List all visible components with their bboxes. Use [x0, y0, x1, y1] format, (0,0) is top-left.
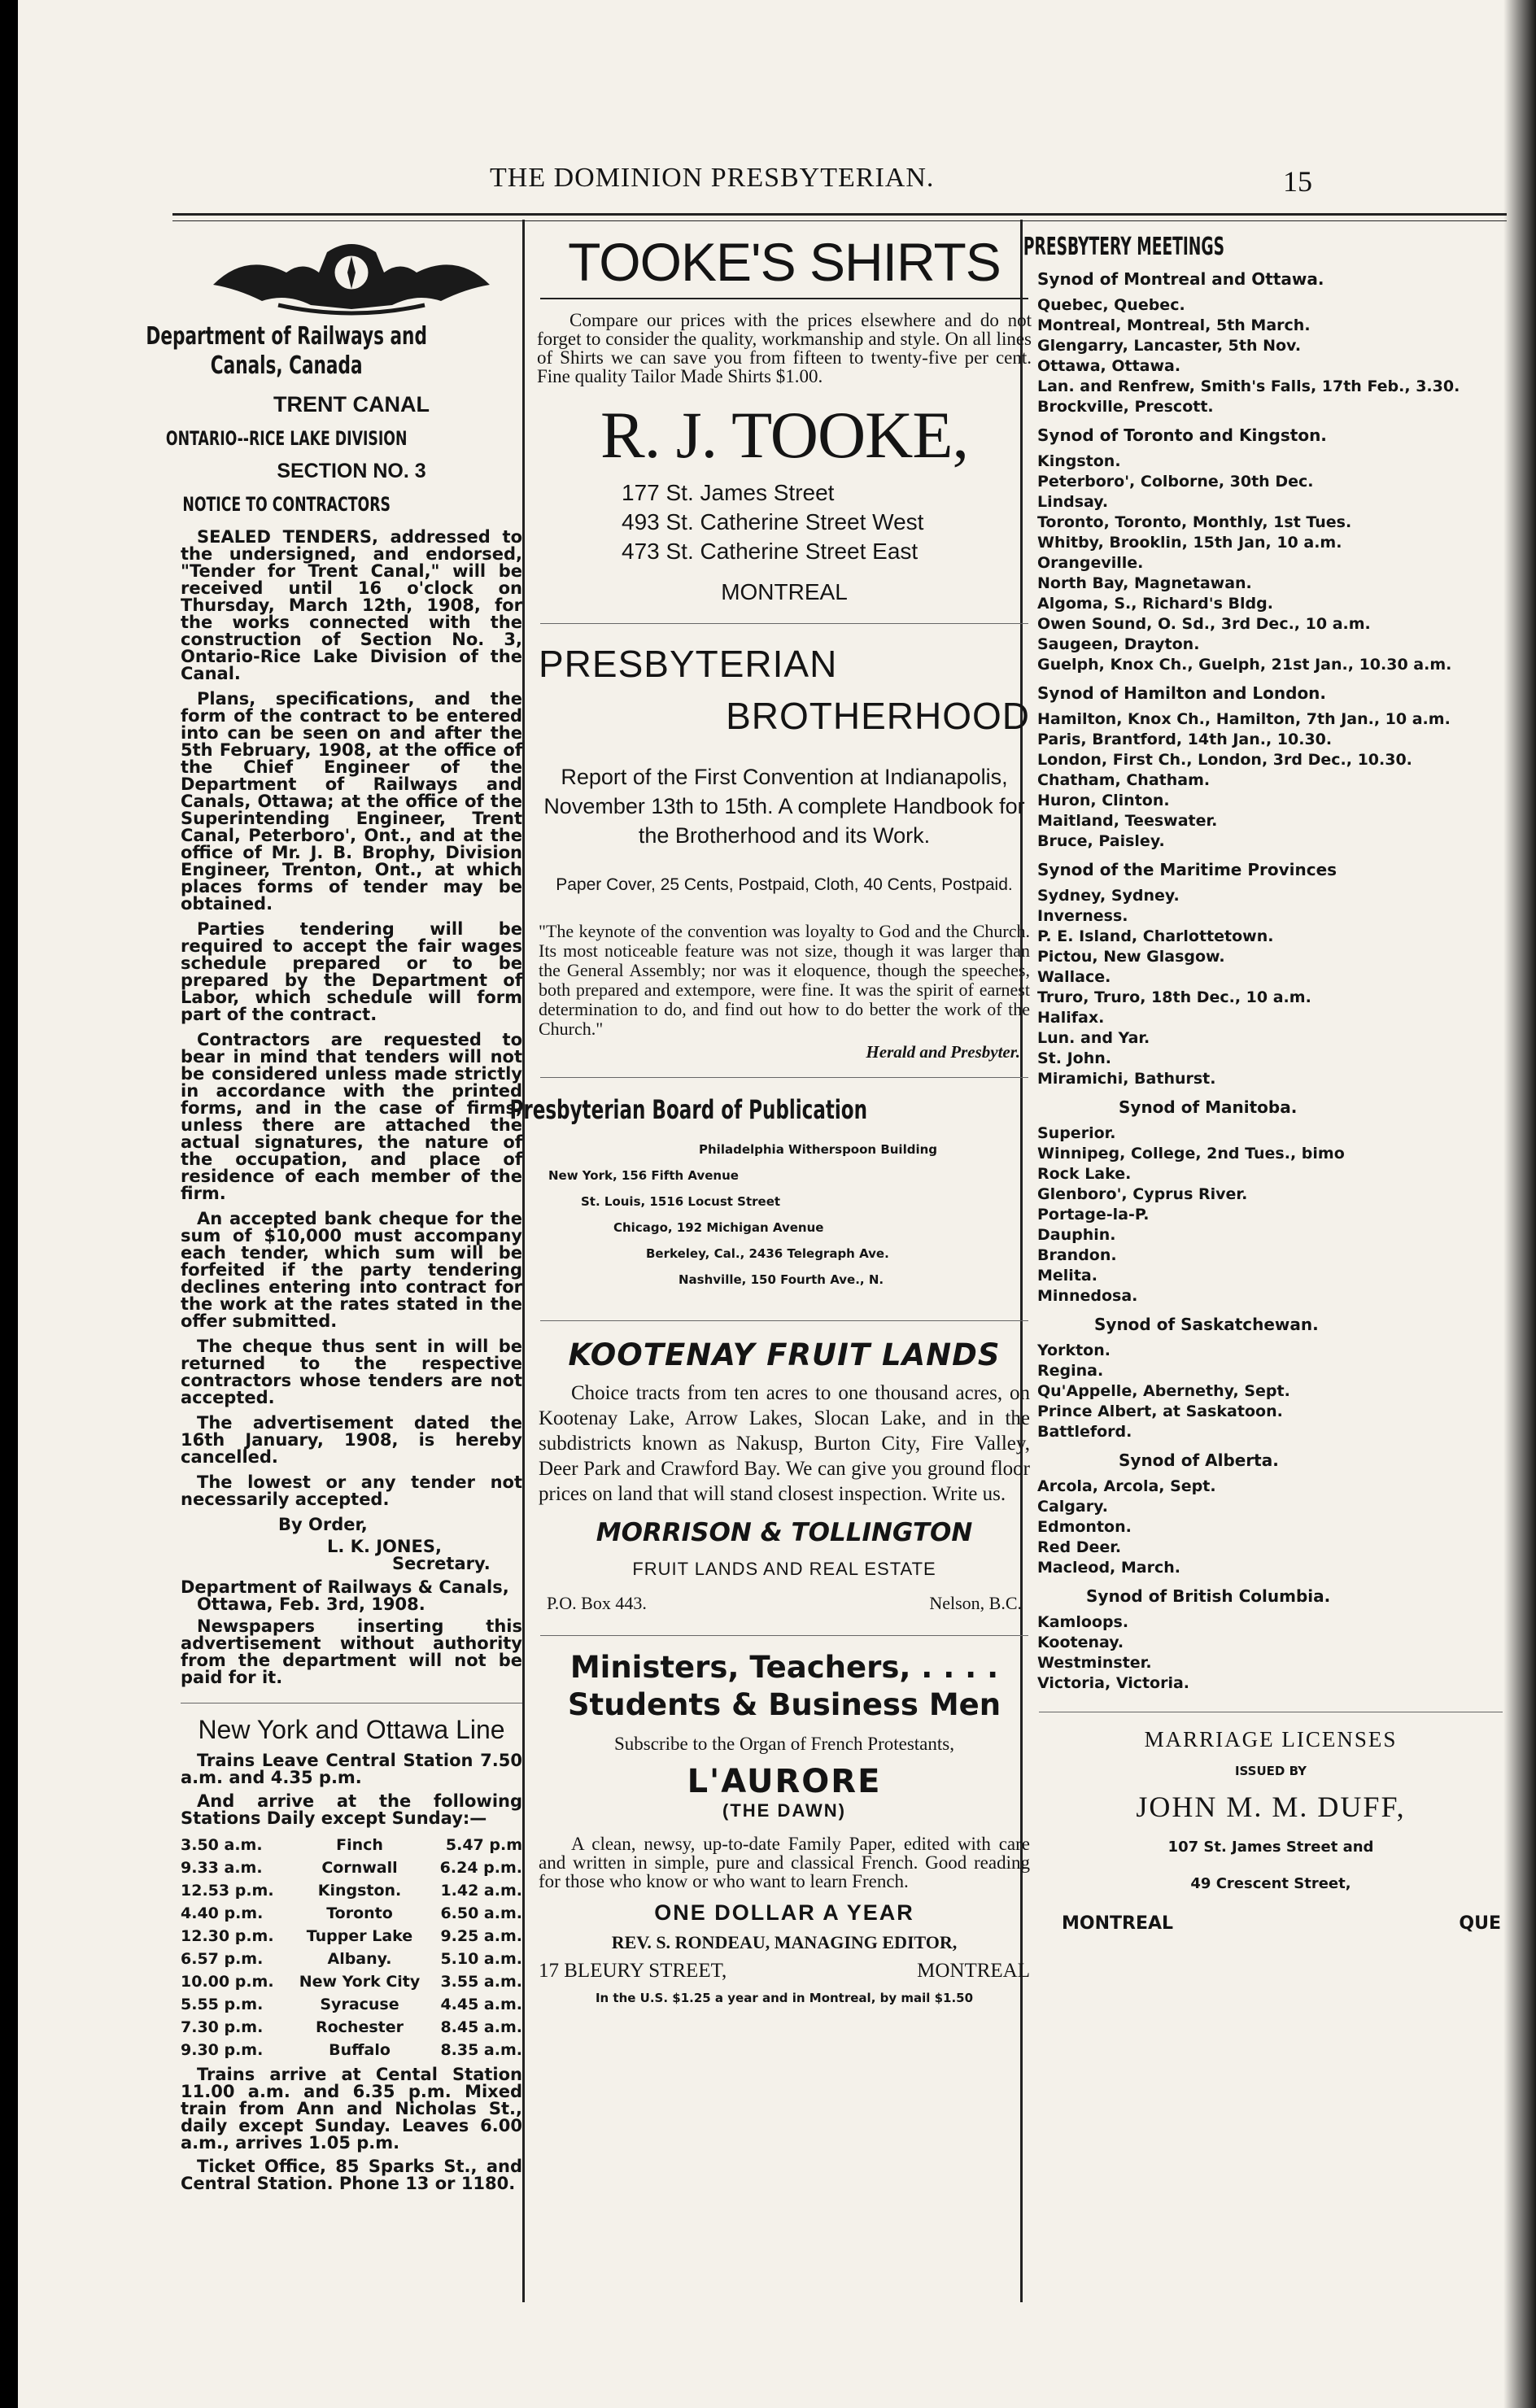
the-dawn: (THE DAWN) [722, 1800, 846, 1821]
one-dollar: ONE DOLLAR A YEAR [654, 1900, 914, 1925]
laurore-description: A clean, newsy, up-to-date Family Paper, edited with care and written in simple, pure and classical French. Good reading for those who know or who want to learn French. [539, 1834, 1030, 1891]
train-row: 12.53 p.m. Kingston. 1.42 a.m. [181, 1882, 522, 1900]
paragraph: Parties tendering will be required to accept the fair wages schedule prepared or to be prepared by the Department of Labor, which schedule will form part of the contract. [181, 919, 522, 1024]
meeting-entry: Chatham, Chatham. [1037, 771, 1211, 789]
trains-arrive: Trains arrive at Cental Station 11.00 a.m. and 6.35 p.m. Mixed train from Ann and Nicholas St., daily except Sunday. Leaves 6.00 a.m., arrives 1.05 p.m. [181, 2065, 522, 2153]
meeting-entry: Minnedosa. [1037, 1287, 1138, 1305]
meeting-entry: Portage-la-P. [1037, 1206, 1150, 1224]
meeting-entry: Dauphin. [1037, 1226, 1116, 1244]
meeting-entry: Wallace. [1037, 968, 1111, 986]
column-advertisements [509, 221, 1036, 2005]
marriage-licenses-title: MARRIAGE LICENSES [1144, 1727, 1398, 1751]
meeting-entry: Sydney, Sydney. [1037, 887, 1180, 905]
meeting-entry: Owen Sound, O. Sd., 3rd Dec., 10 a.m. [1037, 615, 1371, 633]
meeting-entry: Kootenay. [1037, 1634, 1124, 1651]
train-row: 9.33 a.m. Cornwall 6.24 p.m. [181, 1859, 522, 1877]
meeting-entry: Paris, Brantford, 14th Jan., 10.30. [1037, 731, 1333, 748]
meeting-entry: Halifax. [1037, 1009, 1105, 1027]
meeting-entry: Lindsay. [1037, 493, 1109, 511]
meeting-entry: Brandon. [1037, 1246, 1117, 1264]
kootenay-description: Choice tracts from ten acres to one thousand acres, on Kootenay Lake, Arrow Lakes, Slocan Lake, and in the subdistricts known as Nakusp, Burton City, Fire Valley, Deer Park and Crawford Bay. We can give you ground floor prices on land that will stand closest inspection. Write us. [539, 1382, 1030, 1505]
synod-heading: Synod of Manitoba. [1119, 1097, 1298, 1117]
editor-line: REV. S. RONDEAU, MANAGING EDITOR, [611, 1932, 958, 1952]
synod-heading: Synod of Montreal and Ottawa. [1037, 269, 1324, 289]
meeting-entry: Westminster. [1037, 1654, 1152, 1672]
bleury-city: MONTREAL [917, 1960, 1030, 1982]
tooke-city: MONTREAL [721, 579, 848, 604]
meeting-entry: Bruce, Paisley. [1037, 832, 1165, 850]
meeting-entry: Montreal, Montreal, 5th March. [1037, 316, 1311, 334]
ticket-office: Ticket Office, 85 Sparks St., and Central Station. Phone 13 or 1180. [181, 2157, 522, 2193]
meeting-entry: Lan. and Renfrew, Smith's Falls, 17th Feb., 3.30. [1037, 377, 1460, 395]
synod-heading: Synod of British Columbia. [1086, 1586, 1331, 1606]
paragraph: Contractors are requested to bear in mind that tenders will not be considered unless made strictly in accordance with the printed forms, and in the case of firms, unless there are attached the actual signatures, the nature of the occupation, and place of residence of each member of the firm. [181, 1030, 522, 1203]
meeting-entry: Glenboro', Cyprus River. [1037, 1185, 1248, 1203]
brotherhood-price: Paper Cover, 25 Cents, Postpaid, Cloth, 40 Cents, Postpaid. [556, 875, 1013, 894]
board-line: Nashville, 150 Fourth Ave., N. [679, 1272, 884, 1287]
presbytery-title: PRESBYTERY MEETINGS [1023, 233, 1225, 261]
division-name: ONTARIO--RICE LAKE DIVISION [166, 427, 408, 450]
meeting-entry: P. E. Island, Charlottetown. [1037, 927, 1274, 945]
meeting-entry: Edmonton. [1037, 1518, 1132, 1536]
paragraph: Plans, specifications, and the form of the contract to be entered into can be seen on and after the 5th February, 1908, at the office of the Chief Engineer of the Department of Railways and Canals, Ottawa; at the office of the Superintending Engineer, Trent Canal, Peterboro', Ont., and at the office of Mr. J. B. Brophy, Division Engineer, Trenton, Ont., at which places forms of tender may be obtained. [181, 689, 522, 914]
trains-leave: Trains Leave Central Station 7.50 a.m. and 4.35 p.m. [181, 1751, 522, 1787]
paragraph: The cheque thus sent in will be returned to the respective contractors whose tenders are not accepted. [181, 1337, 522, 1407]
tooke-name: R. J. TOOKE, [600, 398, 968, 472]
board-title: Presbyterian Board of Publication [509, 1094, 868, 1125]
meeting-entry: Yorkton. [1037, 1341, 1111, 1359]
brotherhood-title-1: PRESBYTERIAN [539, 643, 838, 685]
meeting-entry: Arcola, Arcola, Sept. [1037, 1477, 1216, 1495]
dept-title: Department of Railways and Canals, Canada [146, 322, 428, 380]
meeting-entry: Qu'Appelle, Abernethy, Sept. [1037, 1382, 1290, 1400]
meeting-entry: Truro, Truro, 18th Dec., 10 a.m. [1037, 988, 1311, 1006]
section-number: SECTION NO. 3 [277, 460, 426, 482]
meeting-entry: Guelph, Knox Ch., Guelph, 21st Jan., 10.30 a.m. [1037, 656, 1452, 674]
train-row: 4.40 p.m. Toronto 6.50 a.m. [181, 1904, 522, 1922]
meeting-entry: Orangeville. [1037, 554, 1144, 572]
quote-source: Herald and Presbyter. [866, 1042, 1020, 1062]
meeting-entry: Pictou, New Glasgow. [1037, 948, 1225, 966]
tooke-shirts-title: TOOKE'S SHIRTS [568, 232, 1001, 292]
title-underline [540, 298, 1028, 299]
meeting-entry: Kamloops. [1037, 1613, 1129, 1631]
meeting-entry: Macleod, March. [1037, 1559, 1180, 1577]
meeting-entry: Red Deer. [1037, 1538, 1122, 1556]
po-box: P.O. Box 443. [547, 1593, 647, 1613]
train-row: 10.00 p.m. New York City 3.55 a.m. [181, 1973, 522, 1991]
meeting-entry: Maitland, Teeswater. [1037, 812, 1218, 830]
coat-of-arms-icon [197, 228, 506, 317]
meeting-entry: London, First Ch., London, 3rd Dec., 10.30. [1037, 751, 1412, 769]
meeting-entry: Winnipeg, College, 2nd Tues., bimo [1037, 1145, 1345, 1163]
board-line: Philadelphia Witherspoon Building [699, 1142, 938, 1157]
tender-notice-body [181, 529, 522, 1508]
by-order: By Order, [278, 1515, 368, 1534]
newspaper-page [18, 0, 1536, 2408]
paragraph: The advertisement dated the 16th January, 1908, is hereby cancelled. [181, 1413, 522, 1467]
paragraph: The lowest or any tender not necessarily accepted. [181, 1472, 522, 1509]
duff-address-1: 107 St. James Street and [1167, 1839, 1374, 1856]
synod-heading: Synod of Toronto and Kingston. [1037, 425, 1327, 445]
meeting-entry: Huron, Clinton. [1037, 792, 1170, 809]
nelson-bc: Nelson, B.C. [929, 1593, 1022, 1613]
issued-by: ISSUED BY [1234, 1764, 1307, 1778]
notice-heading: NOTICE TO CONTRACTORS [182, 493, 391, 516]
page-title: THE DOMINION PRESBYTERIAN. [490, 163, 935, 193]
arrive-intro: And arrive at the following Stations Daily except Sunday:— [181, 1791, 522, 1828]
address-1: 177 St. James Street [622, 480, 835, 505]
meeting-entry: Battleford. [1037, 1423, 1132, 1441]
meeting-entry: Inverness. [1037, 907, 1128, 925]
laurore-title: L'AURORE [687, 1763, 882, 1800]
board-line: Berkeley, Cal., 2436 Telegraph Ave. [646, 1246, 889, 1261]
train-row: 9.30 p.m. Buffalo 8.35 a.m. [181, 2041, 522, 2059]
signer-name: L. K. JONES, [327, 1537, 442, 1556]
board-line: St. Louis, 1516 Locust Street [581, 1194, 781, 1209]
date-line: Ottawa, Feb. 3rd, 1908. [197, 1594, 425, 1614]
ministers-line-2: Students & Business Men [567, 1687, 1001, 1722]
meeting-entry: Superior. [1037, 1124, 1116, 1142]
meeting-entry: Calgary. [1037, 1498, 1108, 1516]
divider [540, 623, 1028, 624]
column-railways [146, 221, 522, 2193]
train-row: 3.50 a.m. Finch 5.47 p.m [181, 1836, 522, 1854]
dept-line: Department of Railways & Canals, [181, 1577, 509, 1597]
meeting-entry: Hamilton, Knox Ch., Hamilton, 7th Jan., 10 a.m. [1037, 710, 1451, 728]
duff-province: QUE [1459, 1913, 1501, 1934]
john-duff: JOHN M. M. DUFF, [1136, 1791, 1406, 1823]
meeting-entry: Glengarry, Lancaster, 5th Nov. [1037, 337, 1302, 355]
meeting-entry: Prince Albert, at Saskatoon. [1037, 1402, 1283, 1420]
page-edge-shadow [1503, 0, 1536, 2408]
ny-ottawa-title: New York and Ottawa Line [198, 1715, 505, 1744]
meeting-entry: Saugeen, Drayton. [1037, 635, 1200, 653]
tooke-description: Compare our prices with the prices elsewhere and do not forget to consider the quality, workmanship and style. On all lines of Shirts we can save you from fifteen to twenty-five per cent. Fine quality Tailor Made Shirts $1.00. [537, 310, 1032, 386]
synod-heading: Synod of Alberta. [1119, 1450, 1279, 1470]
board-addresses [532, 1136, 1036, 1293]
meeting-entry: Melita. [1037, 1267, 1097, 1285]
us-note: In the U.S. $1.25 a year and in Montreal, by mail $1.50 [595, 1991, 974, 2005]
meeting-entry: Victoria, Victoria. [1037, 1674, 1190, 1692]
train-row: 7.30 p.m. Rochester 8.45 a.m. [181, 2018, 522, 2036]
train-timetable [181, 1834, 522, 2061]
duff-address-2: 49 Crescent Street, [1190, 1875, 1351, 1892]
board-line: Chicago, 192 Michigan Avenue [613, 1220, 824, 1235]
brotherhood-description: Report of the First Convention at Indianapolis, November 13th to 15th. A complete Handbook for the Brotherhood and its Work. [543, 765, 1025, 848]
address-2: 493 St. Catherine Street West [622, 509, 924, 534]
meeting-entry: Kingston. [1037, 452, 1121, 470]
ministers-line-1: Ministers, Teachers, . . . . [569, 1650, 999, 1685]
address-3: 473 St. Catherine Street East [622, 539, 919, 564]
divider [540, 1077, 1028, 1078]
subscribe-line: Subscribe to the Organ of French Protestants, [614, 1734, 954, 1754]
paragraph: SEALED TENDERS, addressed to the undersigned, and endorsed, "Tender for Trent Canal," will be received until 16 o'clock on Thursday, March 12th, 1908, for the works connected with the construction of Section No. 3, Ontario-Rice Lake Division of the Canal. [181, 527, 522, 683]
meeting-entry: Ottawa, Ottawa. [1037, 357, 1181, 375]
signer-title: Secretary. [392, 1554, 491, 1573]
meeting-entry: Peterboro', Colborne, 30th Dec. [1037, 473, 1314, 491]
meeting-entry: Rock Lake. [1037, 1165, 1132, 1183]
synod-heading: Synod of the Maritime Provinces [1037, 860, 1337, 879]
brotherhood-quote: "The keynote of the convention was loyalty to God and the Church. Its most noticeable feature was not size, though it was larger than the General Assembly; nor was it eloquence, though the speeches, both prepared and extempore, were fine. It was the spirit of earnest determination to do, and find out how to do better the work of the Church." [539, 921, 1030, 1039]
kootenay-title: KOOTENAY FRUIT LANDS [568, 1337, 1001, 1372]
morrison-tollington: MORRISON & TOLLINGTON [596, 1518, 973, 1547]
synod-heading: Synod of Saskatchewan. [1094, 1315, 1319, 1334]
canal-name: TRENT CANAL [273, 392, 430, 417]
meeting-entry: Miramichi, Bathurst. [1037, 1070, 1216, 1088]
newspapers-note: Newspapers inserting this advertisement without authority from the department will not be paid for it. [181, 1616, 522, 1687]
column-presbytery [1023, 221, 1511, 1934]
fruit-lands-subtitle: FRUIT LANDS AND REAL ESTATE [632, 1559, 936, 1579]
meeting-entry: North Bay, Magnetawan. [1037, 574, 1252, 592]
page-number: 15 [1283, 165, 1312, 198]
meeting-entry: Regina. [1037, 1362, 1104, 1380]
paragraph: An accepted bank cheque for the sum of $10,000 must accompany each tender, which sum will be forfeited if the party tendering declines entering into contract for the work at the rates stated in the offer submitted. [181, 1209, 522, 1331]
brotherhood-title-2: BROTHERHOOD [726, 695, 1030, 737]
board-line: New York, 156 Fifth Avenue [548, 1168, 739, 1183]
meeting-entry: Algoma, S., Richard's Bldg. [1037, 595, 1273, 613]
synod-list [1031, 269, 1511, 1694]
train-row: 5.55 p.m. Syracuse 4.45 a.m. [181, 1996, 522, 2013]
divider [540, 1320, 1028, 1321]
train-row: 6.57 p.m. Albany. 5.10 a.m. [181, 1950, 522, 1968]
duff-city: MONTREAL [1062, 1913, 1174, 1934]
header-rule [172, 213, 1507, 221]
divider [540, 1635, 1028, 1636]
synod-heading: Synod of Hamilton and London. [1037, 683, 1327, 703]
meeting-entry: Toronto, Toronto, Monthly, 1st Tues. [1037, 513, 1352, 531]
train-row: 12.30 p.m. Tupper Lake 9.25 a.m. [181, 1927, 522, 1945]
meeting-entry: Quebec, Quebec. [1037, 296, 1185, 314]
meeting-entry: St. John. [1037, 1049, 1111, 1067]
meeting-entry: Lun. and Yar. [1037, 1029, 1150, 1047]
page-header [18, 163, 1536, 198]
meeting-entry: Brockville, Prescott. [1037, 398, 1214, 416]
column-divider-left [522, 220, 525, 2302]
bleury-street: 17 BLEURY STREET, [539, 1960, 727, 1982]
meeting-entry: Whitby, Brooklin, 15th Jan, 10 a.m. [1037, 534, 1342, 552]
